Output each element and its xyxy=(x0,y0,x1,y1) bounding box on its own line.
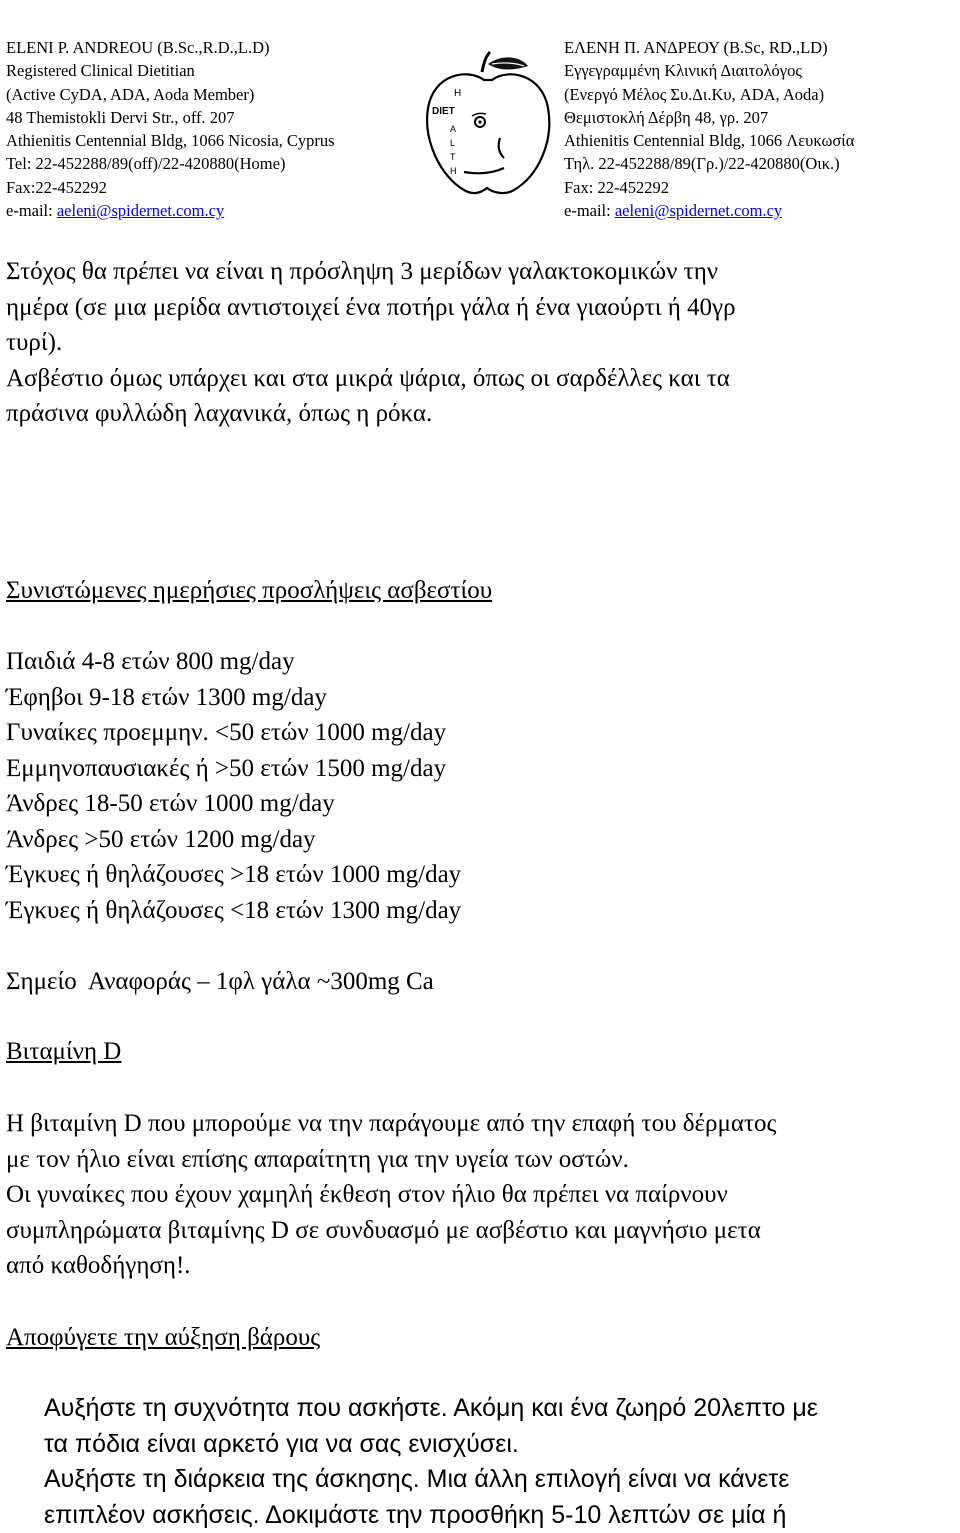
address-building-en: Athienitis Centennial Bldg, 1066 Nicosia, Cyprus xyxy=(6,131,335,151)
email-row-el xyxy=(564,199,960,222)
intro-line: Ασβέστιο όμως υπάρχει και στα μικρά ψάρια, όπως οι σαρδέλλες και τα xyxy=(6,364,730,392)
vitamin-d-paragraph xyxy=(6,1106,958,1284)
vitamin-d-section xyxy=(6,1034,958,1070)
dietitian-title-el: Εγγεγραμμένη Κλινική Διαιτολόγος xyxy=(564,61,802,81)
reference-text: Σημείο Αναφοράς – 1φλ γάλα ~300mg Ca xyxy=(6,968,434,995)
membership-en: (Active CyDA, ADA, Aoda Member) xyxy=(6,84,255,104)
calcium-heading: Συνιστώμενες ημερήσιες προσλήψεις ασβεστίου xyxy=(6,577,493,604)
letterhead-english xyxy=(6,36,426,222)
intro-paragraph xyxy=(6,254,958,432)
list-item: Παιδιά 4-8 ετών 800 mg/day xyxy=(6,648,295,675)
intro-line: Στόχος θα πρέπει να είναι η πρόσληψη 3 μερίδων γαλακτοκομικών την xyxy=(6,258,719,285)
health-diet-apple-logo xyxy=(412,50,562,200)
address-building-el: Athienitis Centennial Bldg, 1066 Λευκωσία xyxy=(564,131,855,151)
list-item: Έφηβοι 9-18 ετών 1300 mg/day xyxy=(6,683,327,711)
reference-note xyxy=(6,964,958,1000)
email-row-en xyxy=(6,199,426,222)
vitamin-d-line: Οι γυναίκες που έχουν χαμηλή έκθεση στον ήλιο θα πρέπει να παίρνουν xyxy=(6,1181,728,1208)
fax-el: Fax: 22-452292 xyxy=(564,177,669,197)
list-item: Έγκυες ή θηλάζουσες >18 ετών 1000 mg/day xyxy=(6,861,462,888)
weight-section xyxy=(6,1320,958,1356)
letterhead-greek xyxy=(564,36,960,222)
dietitian-name-el: ΕΛΕΝΗ Π. ΑΝΔΡΕΟΥ (B.Sc, RD.,LD) xyxy=(564,38,828,57)
intro-line: τυρί). xyxy=(6,329,63,356)
logo-letter-t: T xyxy=(450,152,456,162)
email-link-en[interactable]: aeleni@spidernet.com.cy xyxy=(56,201,225,221)
logo-word-diet: DIET xyxy=(432,106,455,117)
dietitian-title-en: Registered Clinical Dietitian xyxy=(6,61,195,81)
logo-letter-a: A xyxy=(450,124,457,134)
list-item: Άνδρες >50 ετών 1200 mg/day xyxy=(6,825,316,853)
vitamin-d-line: από καθοδήγηση!. xyxy=(6,1252,191,1279)
vitamin-d-line: συμπληρώματα βιταμίνης D σε συνδυασμό με ασβέστιο και μαγνήσιο μετα xyxy=(6,1216,761,1244)
list-item: Άνδρες 18-50 ετών 1000 mg/day xyxy=(6,790,335,817)
calcium-section xyxy=(6,573,958,609)
logo-letter-l: L xyxy=(450,138,456,148)
list-item: Έγκυες ή θηλάζουσες <18 ετών 1300 mg/day xyxy=(6,896,462,924)
dietitian-name-en: ELENI P. ANDREOU (B.Sc.,R.D.,L.D) xyxy=(6,38,270,57)
logo-letter-h2: H xyxy=(450,166,457,176)
weight-line: Αυξήστε τη συχνότητα που ασκήστε. Ακόμη και ένα ζωηρό 20λεπτο με xyxy=(44,1394,818,1422)
fax-en: Fax:22-452292 xyxy=(6,177,107,197)
list-item: Εμμηνοπαυσιακές ή >50 ετών 1500 mg/day xyxy=(6,754,447,782)
membership-el: (Ενεργό Μέλος Συ.Δι.Κυ, ADA, Aoda) xyxy=(564,84,825,104)
address-street-en: 48 Themistokli Dervi Str., off. 207 xyxy=(6,107,235,127)
weight-line: τα πόδια είναι αρκετό για να σας ενισχύσει. xyxy=(44,1429,519,1458)
calcium-intake-list xyxy=(6,644,958,928)
email-link-el[interactable]: aeleni@spidernet.com.cy xyxy=(614,201,783,221)
phone-el: Τηλ. 22-452288/89(Γρ.)/22-420880(Οικ.) xyxy=(564,154,840,174)
phone-en: Tel: 22-452288/89(off)/22-420880(Home) xyxy=(6,154,286,174)
logo-letter-h: H xyxy=(454,88,462,99)
vitamin-d-line: με τον ήλιο είναι επίσης απαραίτητη για την υγεία των οστών. xyxy=(6,1145,629,1173)
list-item: Γυναίκες προεμμην. <50 ετών 1000 mg/day xyxy=(6,719,447,746)
intro-line: ημέρα (σε μια μερίδα αντιστοιχεί ένα ποτήρι γάλα ή ένα γιαούρτι ή 40γρ xyxy=(6,293,736,321)
address-street-el: Θεμιστοκλή Δέρβη 48, γρ. 207 xyxy=(564,107,769,127)
vitamin-d-heading: Βιταμίνη D xyxy=(6,1038,122,1065)
email-label-el: e-mail: xyxy=(564,201,615,221)
intro-line: πράσινα φυλλώδη λαχανικά, όπως η ρόκα. xyxy=(6,400,433,427)
email-label-en: e-mail: xyxy=(6,201,57,221)
weight-line: Αυξήστε τη διάρκεια της άσκησης. Μια άλλη επιλογή είναι να κάνετε xyxy=(44,1465,790,1493)
weight-line: επιπλέον ασκήσεις. Δοκιμάστε την προσθήκη 5-10 λεπτών σε μία ή xyxy=(44,1500,787,1529)
vitamin-d-line: Η βιταμίνη D που μπορούμε να την παράγουμε από την επαφή του δέρματος xyxy=(6,1110,777,1137)
weight-advice xyxy=(44,1391,944,1533)
weight-heading: Αποφύγετε την αύξηση βάρους xyxy=(6,1324,321,1351)
